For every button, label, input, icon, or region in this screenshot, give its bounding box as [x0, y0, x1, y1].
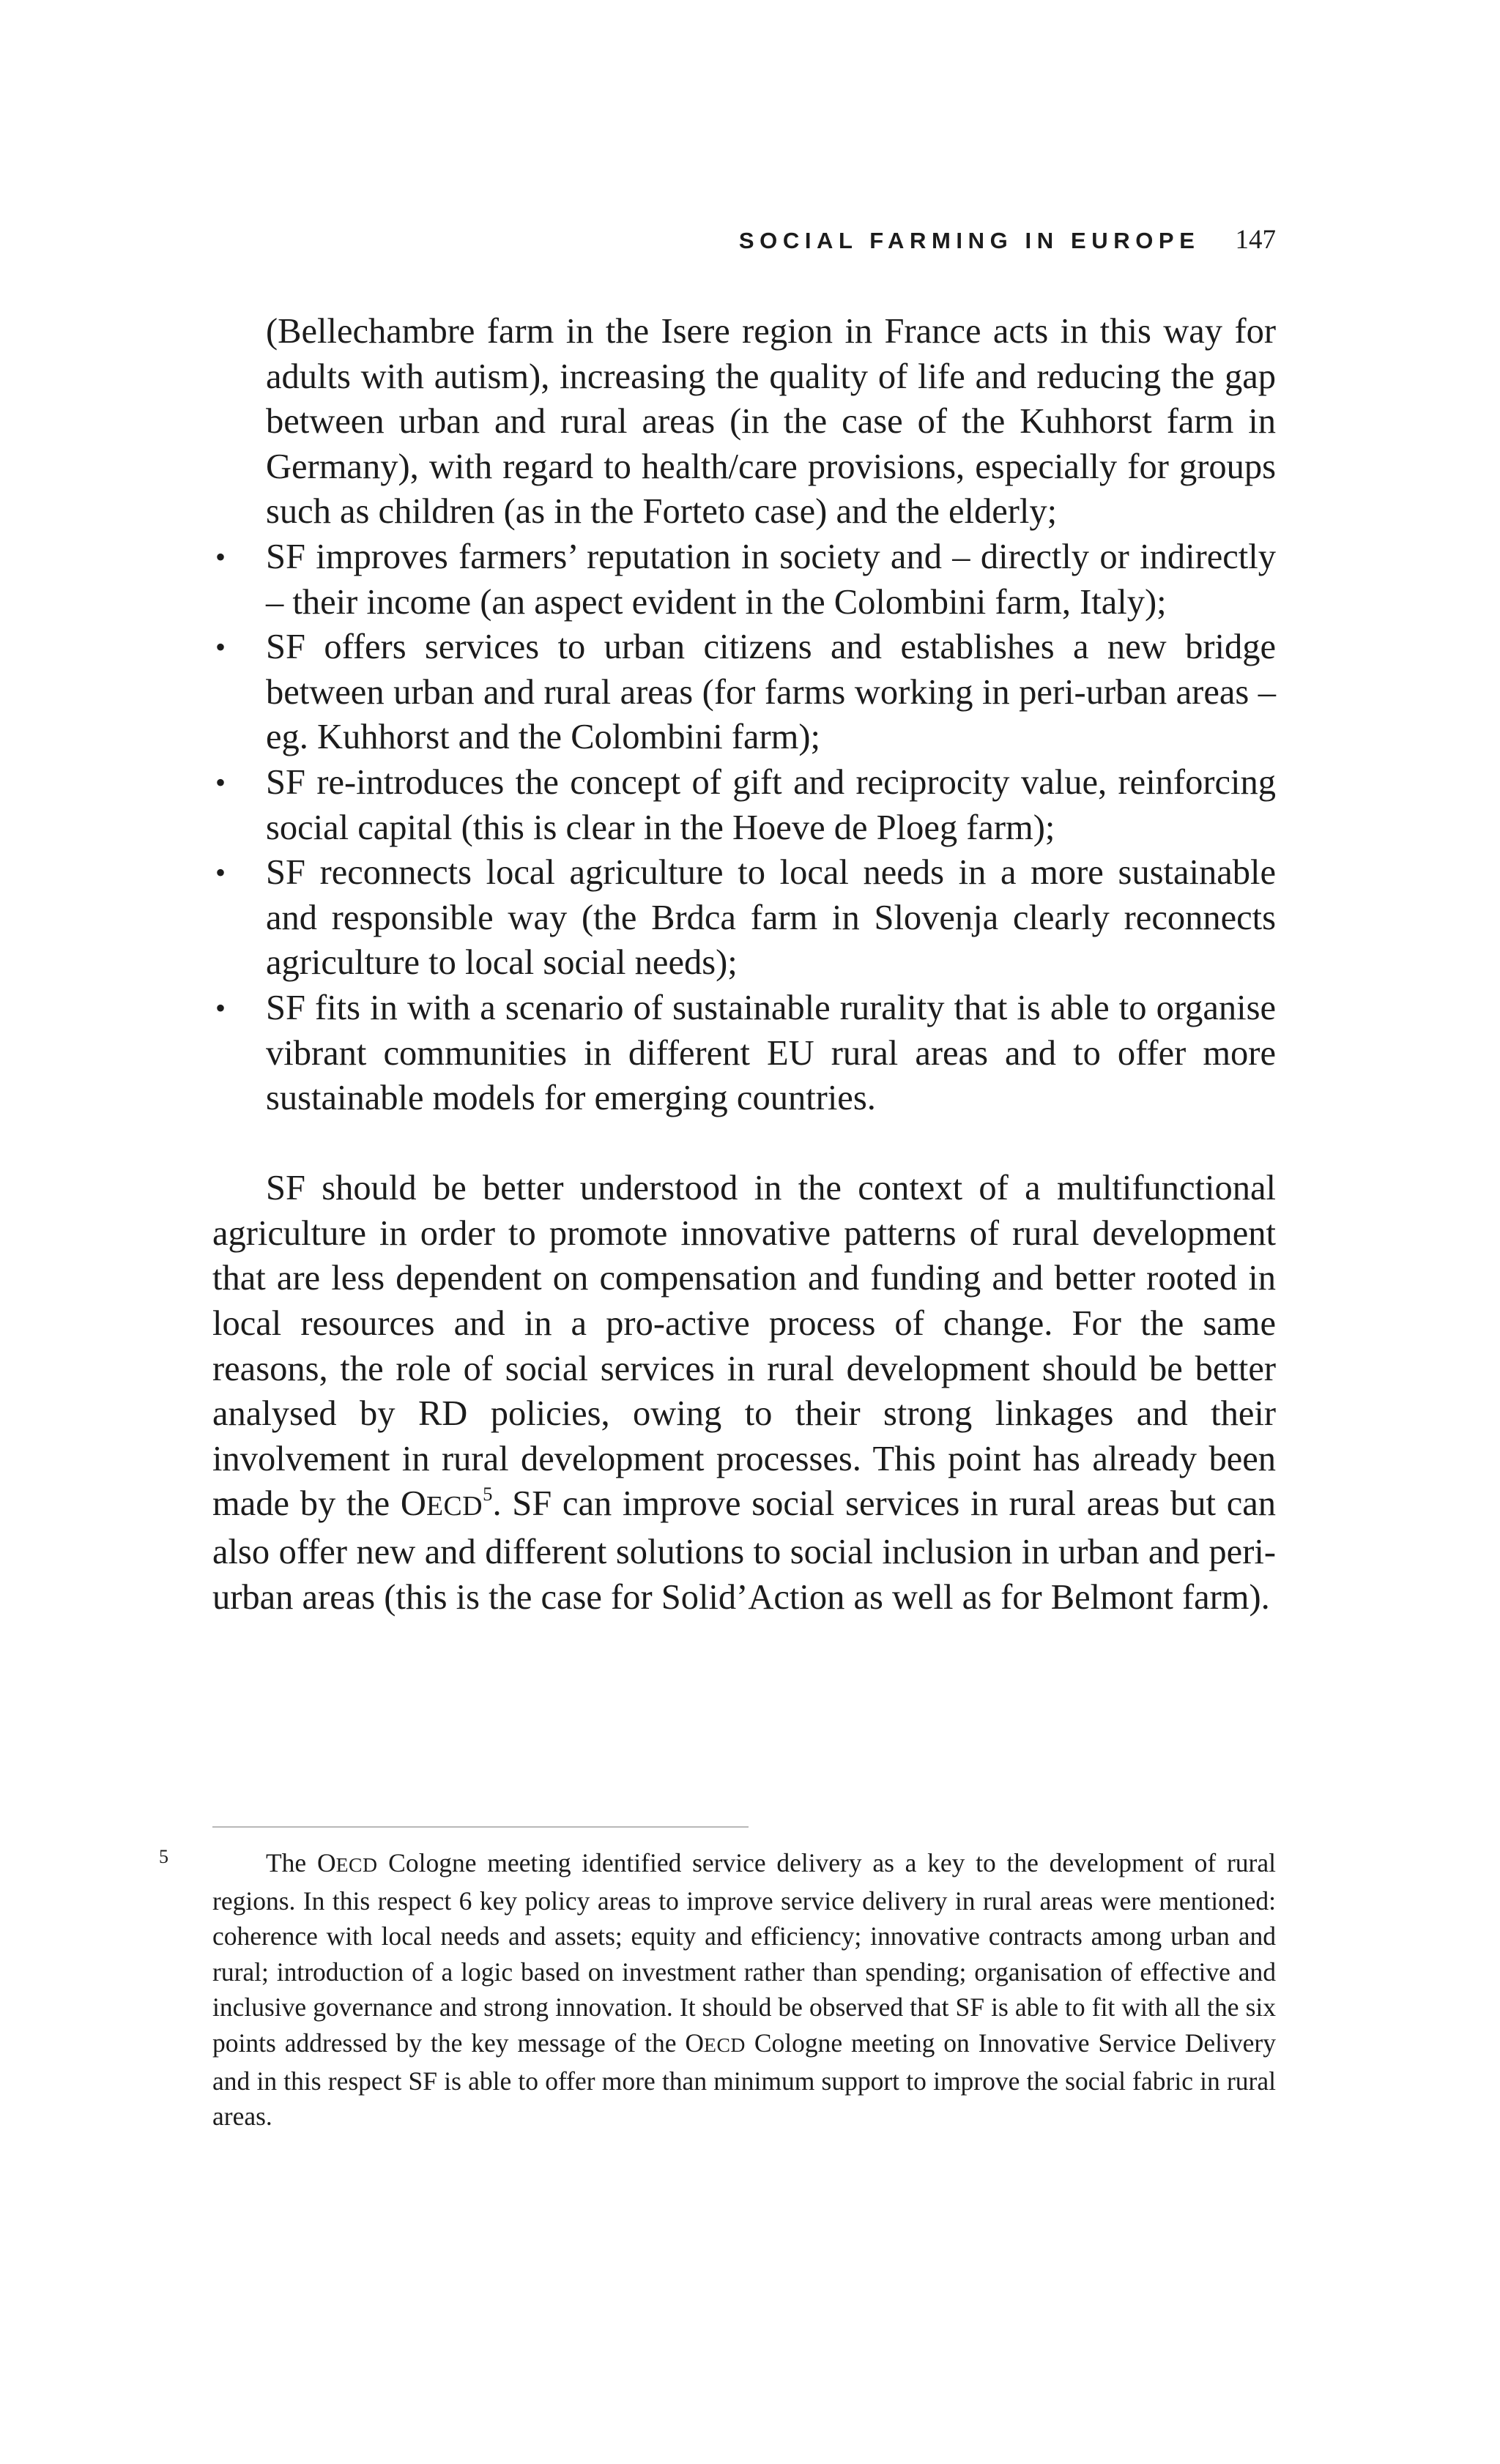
footnote-number: 5: [159, 1846, 168, 1867]
footnote-text: [159, 1845, 1277, 2134]
list-item: [212, 535, 1276, 625]
footnote-part-2: Cologne meeting identified service delivery as a key to the development of rural regions. In this respect 6 key policy areas to improve service delivery in rural areas were mentioned: coherence with local needs and assets; equity and efficiency; innovative contracts among urban and rural; introduction of a logic based on investment rather than spending; organisation of effective and inclusive governance and strong innovation. It should be observed that SF is able to fit with all the six points addressed by the key message of the: [212, 1848, 1277, 2058]
list-item: [212, 850, 1276, 986]
bullet-list: [212, 535, 1276, 1121]
list-item: [212, 760, 1276, 850]
list-item: [212, 625, 1276, 760]
paragraph-text-1: SF should be better understood in the context of a multifunctional agriculture in order to promote innovative patterns of rural development that are less dependent on compensation and funding and better rooted in local resources and in a pro-active process of change. For the same reasons, the role of social services in rural development should be better analysed by RD policies, owing to their strong linkages and their involvement in rural development processes. This point has already been made by the: [212, 1169, 1276, 1524]
body-text: [212, 309, 1276, 1620]
page-number: 147: [1235, 225, 1276, 255]
footnote-part-3: Cologne meeting on Innovative Service Delivery and in this respect SF is able to offer more than minimum support to improve the social fabric in rural areas.: [212, 2028, 1276, 2132]
oecd-initial: O: [685, 2028, 705, 2058]
bullet-marker: •: [215, 765, 226, 799]
oecd-abbreviation: [317, 1848, 378, 1877]
paragraph-text-2: . SF can improve social services in rural areas but can also offer new and different solutions to social inclusion in urban and peri-urban areas (this is the case for Solid’Action as well as for Belmont farm).: [212, 1484, 1276, 1617]
bullet-marker: •: [215, 540, 226, 573]
oecd-small-caps: ECD: [426, 1491, 483, 1522]
list-item-text: SF fits in with a scenario of sustainable rurality that is able to organise vibrant communities in different EU rural areas and to offer more sustainable models for emerging countries.: [266, 988, 1276, 1118]
oecd-small-caps: ECD: [335, 1853, 378, 1876]
oecd-small-caps: ECD: [704, 2033, 746, 2056]
footnote: [159, 1845, 1277, 2134]
bullet-marker: •: [215, 856, 226, 890]
footnote-separator: [212, 1826, 749, 1828]
running-head: [212, 224, 1276, 256]
list-item-text: SF offers services to urban citizens and establishes a new bridge between urban and rural areas (for farms working in peri-urban areas – eg. Kuhhorst and the Colombini farm);: [266, 628, 1276, 757]
list-item: [212, 986, 1276, 1121]
bullet-marker: •: [215, 991, 226, 1024]
oecd-abbreviation: [685, 2028, 746, 2058]
oecd-initial: O: [400, 1484, 426, 1524]
running-title: SOCIAL FARMING IN EUROPE: [738, 228, 1200, 253]
list-item-text: SF re-introduces the concept of gift and reciprocity value, reinforcing social capital (this is clear in the Hoeve de Ploeg farm);: [266, 762, 1276, 847]
continued-list-item: (Bellechambre farm in the Isere region in France acts in this way for adults with autism), increasing the quality of life and reducing the gap between urban and rural areas (in the case of the Kuhhorst farm in Germany), with regard to health/care provisions, especially for groups such as children (as in the Forteto case) and the elderly;: [266, 312, 1276, 532]
oecd-initial: O: [316, 1848, 336, 1877]
oecd-abbreviation: [401, 1484, 483, 1523]
footnote-reference[interactable]: 5: [483, 1483, 493, 1505]
footnote-part-1: The: [266, 1848, 317, 1877]
bullet-marker: •: [215, 630, 226, 664]
list-item-text: SF reconnects local agriculture to local needs in a more sustainable and responsible way (the Brdca farm in Slovenja clearly reconnects agriculture to local social needs);: [266, 853, 1276, 983]
body-paragraph: [212, 1166, 1276, 1620]
list-item-text: SF improves farmers’ reputation in society and – directly or indirectly – their income (an aspect evident in the Colombini farm, Italy);: [266, 537, 1276, 622]
